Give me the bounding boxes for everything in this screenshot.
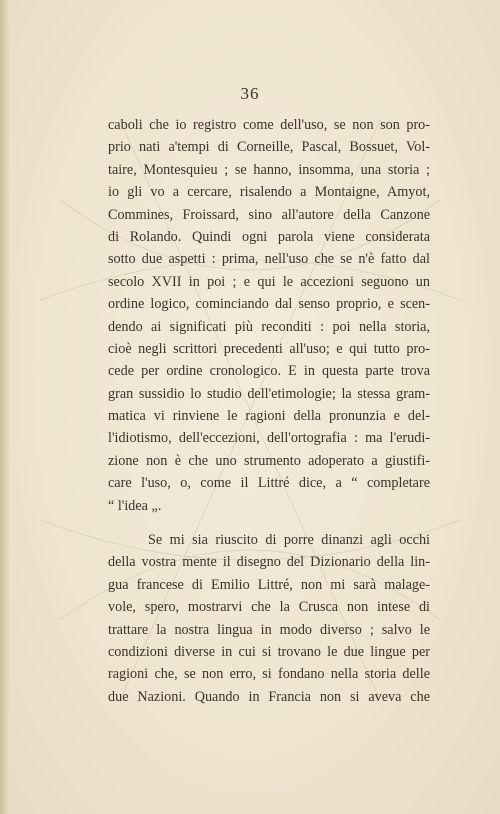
paragraph-1: [108, 114, 430, 517]
text-line: care l'uso, o, come il Littré dice, a “ completare: [108, 475, 430, 492]
text-line: ragioni che, se non erro, si fondano nella storia delle: [108, 666, 430, 683]
text-line: Se mi sia riuscito di porre dinanzi agli occhi: [148, 532, 430, 549]
text-line: vole, spero, mostrarvi che la Crusca non intese di: [108, 599, 430, 616]
text-line: Commines, Froissard, sino all'autore della Canzone: [108, 206, 430, 223]
body-text: [108, 114, 430, 708]
text-line: della vostra mente il disegno del Dizionario della lin-: [108, 554, 430, 571]
page-number: 36: [240, 84, 260, 103]
text-line: io gli vo a cercare, risalendo a Montaigne, Amyot,: [108, 184, 430, 201]
text-line: matica vi rinviene le ragioni della pronunzia e del-: [108, 408, 430, 425]
text-line: caboli che io registro come dell'uso, se non son pro-: [108, 117, 430, 133]
text-line: condizioni diverse in cui si trovano le due lingue per: [108, 643, 430, 660]
text-line: cede per ordine cronologico. E in questa parte trova: [108, 363, 430, 380]
text-line: dendo ai significati più reconditi : poi nella storia,: [108, 318, 430, 335]
text-line: ordine logico, cominciando dal senso proprio, e scen-: [108, 296, 430, 313]
text-line: gran sussidio lo studio dell'etimologie; la stessa gram-: [108, 385, 430, 402]
text-line: “ l'idea „.: [108, 497, 162, 514]
text-line: trattare la nostra lingua in modo diverso ; salvo le: [108, 621, 430, 638]
paragraph-2: [108, 529, 430, 708]
text-line: di Rolando. Quindi ogni parola viene considerata: [108, 228, 430, 245]
text-line: cioè negli scrittori precedenti all'uso; e qui tutto pro-: [108, 340, 430, 357]
text-line: taire, Montesquieu ; se hanno, insomma, una storia ;: [108, 161, 430, 178]
text-line: sotto due aspetti : prima, nell'uso che se n'è fatto dal: [108, 251, 430, 268]
text-line: gua francese di Emilio Littré, non mi sarà malage-: [108, 576, 430, 593]
page-binding-edge: [0, 0, 10, 814]
text-line: due Nazioni. Quando in Francia non si aveva che: [108, 688, 430, 705]
text-line: zione non è che uno strumento adoperato a giustifi-: [108, 452, 430, 469]
text-line: secolo XVII in poi ; e qui le accezioni seguono un: [108, 273, 430, 290]
text-line: prio nati a'tempi di Corneille, Pascal, Bossuet, Vol-: [108, 139, 430, 156]
paragraph-gap: [108, 517, 430, 529]
text-line: l'idiotismo, dell'eccezioni, dell'ortografia : ma l'erudi-: [108, 430, 430, 447]
